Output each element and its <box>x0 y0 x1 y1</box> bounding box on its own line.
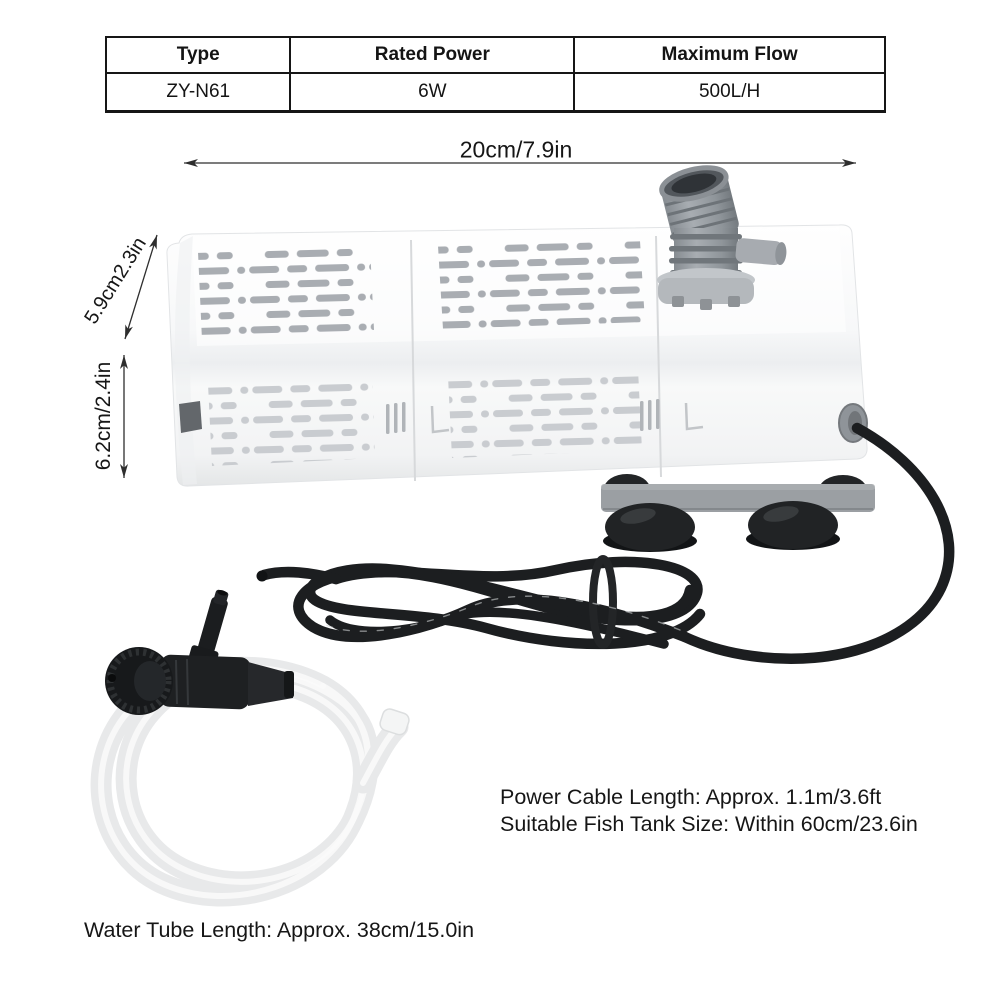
cable-and-tank-note <box>500 784 918 838</box>
pump-body <box>167 225 867 486</box>
spec-value-row <box>106 73 885 112</box>
cable-end <box>264 572 336 579</box>
spec-header-maximum-flow: Maximum Flow <box>574 37 885 73</box>
spec-header-rated-power: Rated Power <box>290 37 574 73</box>
length-dimension-label: 20cm/7.9in <box>459 136 573 163</box>
spec-value-maximum-flow: 500L/H <box>574 73 885 112</box>
valve-knurled-cap <box>105 647 173 715</box>
spec-table <box>105 36 886 113</box>
spec-header-type: Type <box>106 37 290 73</box>
suction-cup-base <box>601 474 875 552</box>
front-tab <box>179 401 202 433</box>
water-tube-length-note: Water Tube Length: Approx. 38cm/15.0in <box>84 918 475 942</box>
height-dimension-label: 6.2cm/2.4in <box>92 361 115 471</box>
power-cable-length-note: Power Cable Length: Approx. 1.1m/3.6ft <box>500 785 882 809</box>
depth-dimension-label: 5.9cm2.3in <box>80 233 151 329</box>
tank-size-note: Suitable Fish Tank Size: Within 60cm/23.6in <box>500 812 918 836</box>
cable-coil <box>257 559 701 645</box>
air-valve <box>105 586 294 715</box>
valve-up-nozzle <box>188 586 236 667</box>
spec-header-row <box>106 37 885 73</box>
spec-value-rated-power: 6W <box>290 73 574 112</box>
spec-value-type: ZY-N61 <box>106 73 290 112</box>
